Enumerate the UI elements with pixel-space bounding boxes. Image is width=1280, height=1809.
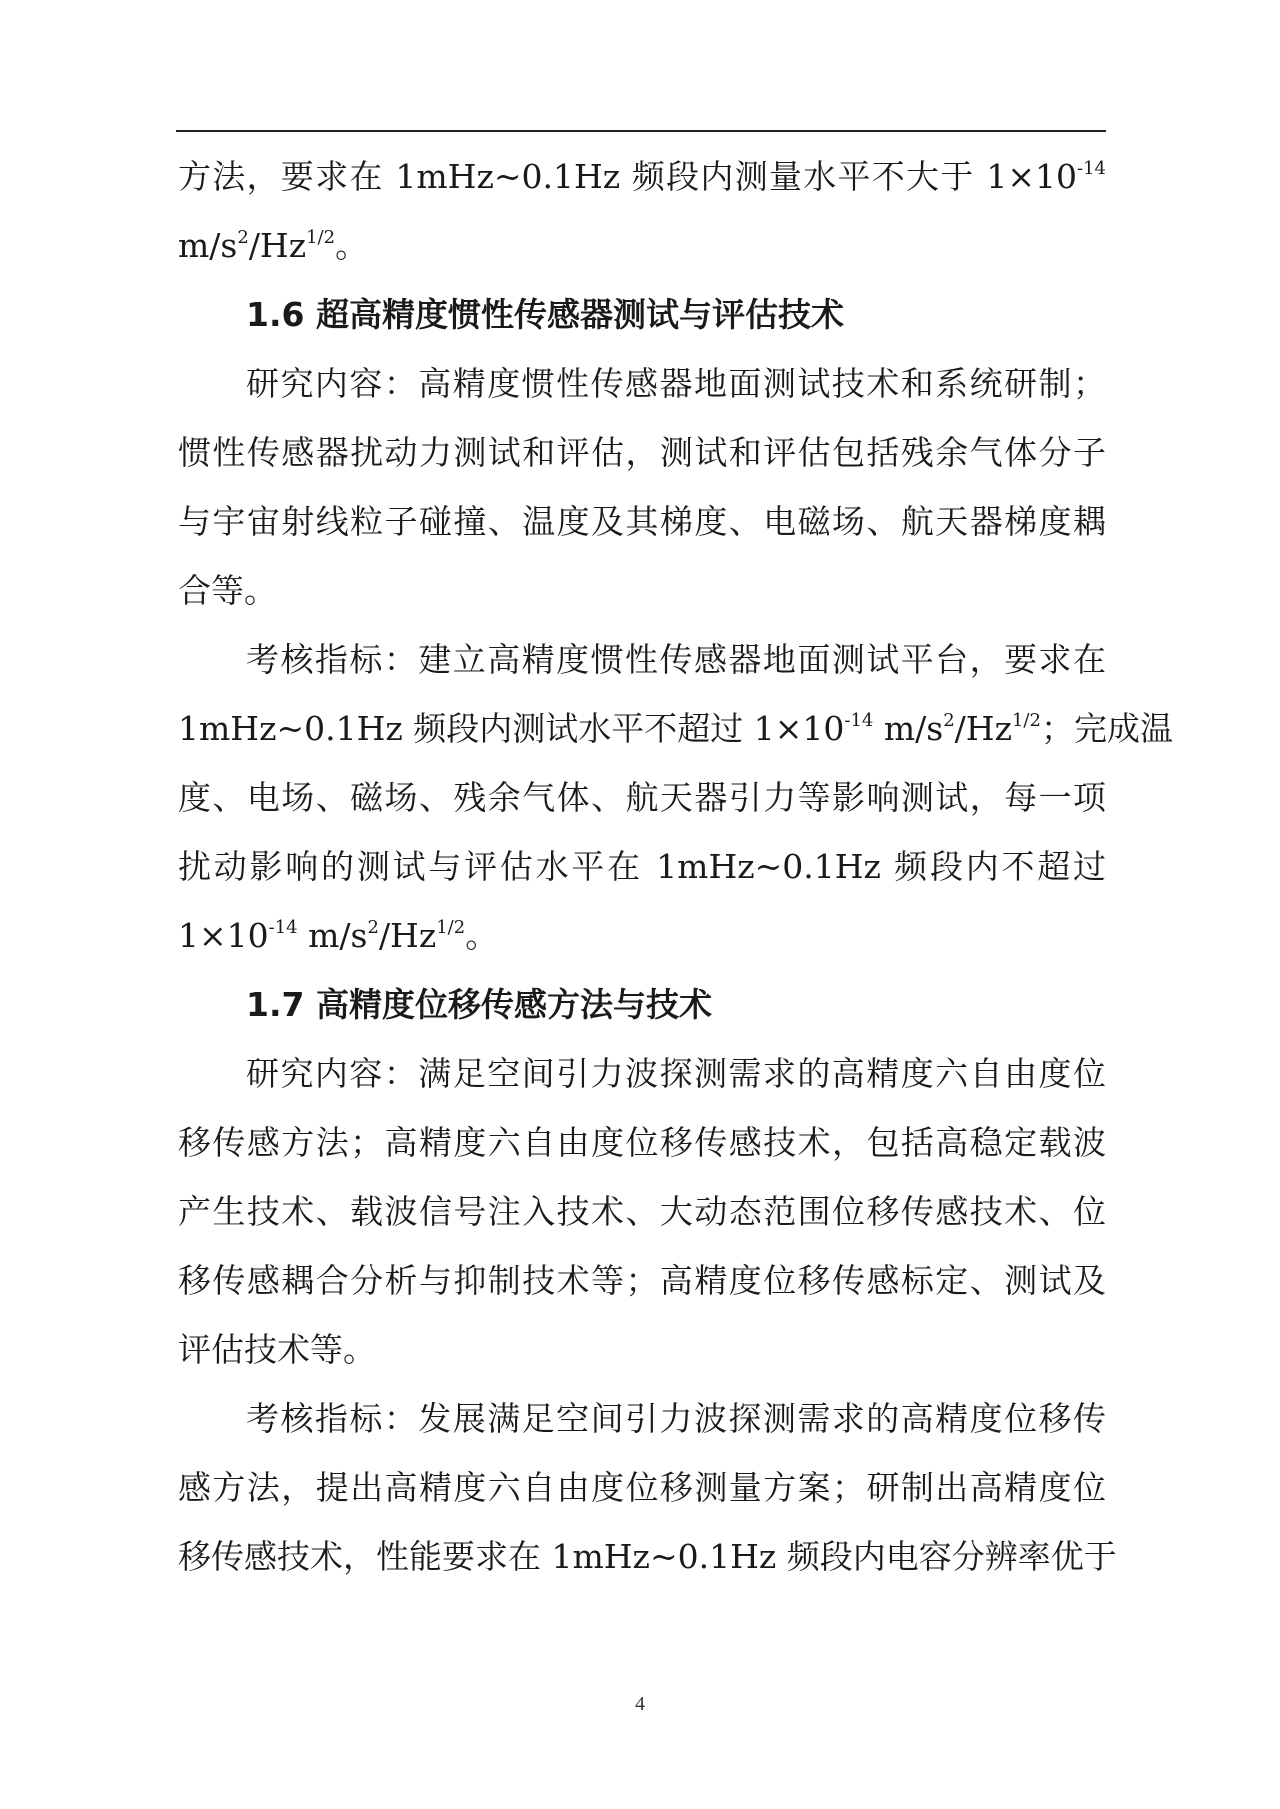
text-line: 移传感方法；高精度六自由度位移传感技术，包括高稳定载波 — [178, 1123, 1106, 1162]
header-rule — [176, 130, 1106, 132]
text-line: 产生技术、载波信号注入技术、大动态范围位移传感技术、位 — [178, 1192, 1106, 1231]
text-line: 合等。 — [178, 571, 277, 610]
section-heading-1-6: 1.6 超高精度惯性传感器测试与评估技术 — [246, 295, 844, 334]
text-line: 移传感技术，性能要求在 1mHz~0.1Hz 频段内电容分辨率优于 — [178, 1537, 1117, 1576]
text-line: 感方法，提出高精度六自由度位移测量方案；研制出高精度位 — [178, 1468, 1106, 1507]
page-number: 4 — [635, 1693, 645, 1715]
text-line: 研究内容：满足空间引力波探测需求的高精度六自由度位 — [246, 1054, 1106, 1093]
text-line: 扰动影响的测试与评估水平在 1mHz~0.1Hz 频段内不超过 — [178, 847, 1106, 886]
text-line: $1\times 10^{-14}$ $m/s^2/Hz^{1/2}$。 — [178, 916, 499, 955]
section-heading-1-7: 1.7 高精度位移传感方法与技术 — [246, 985, 712, 1024]
text-line: 度、电场、磁场、残余气体、航天器引力等影响测试，每一项 — [178, 778, 1106, 817]
text-line: 惯性传感器扰动力测试和评估，测试和评估包括残余气体分子 — [178, 433, 1106, 472]
text-line: $m/s^2/Hz^{1/2}$。 — [178, 226, 369, 265]
text-line: 考核指标：发展满足空间引力波探测需求的高精度位移传 — [246, 1399, 1106, 1438]
text-line: 1mHz~0.1Hz 频段内测试水平不超过 $1\times 10^{-14}$ $m/s^2/Hz^{1/2}$；完成温 — [178, 709, 1173, 748]
text-line: 评估技术等。 — [178, 1330, 376, 1369]
text-line: 研究内容：高精度惯性传感器地面测试技术和系统研制； — [246, 364, 1106, 403]
text-line: 方法，要求在 1mHz~0.1Hz 频段内测量水平不大于 $1\times 10^{-14}$ — [178, 157, 1106, 196]
text-line: 移传感耦合分析与抑制技术等；高精度位移传感标定、测试及 — [178, 1261, 1106, 1300]
text-line: 考核指标：建立高精度惯性传感器地面测试平台，要求在 — [246, 640, 1106, 679]
text-line: 与宇宙射线粒子碰撞、温度及其梯度、电磁场、航天器梯度耦 — [178, 502, 1106, 541]
